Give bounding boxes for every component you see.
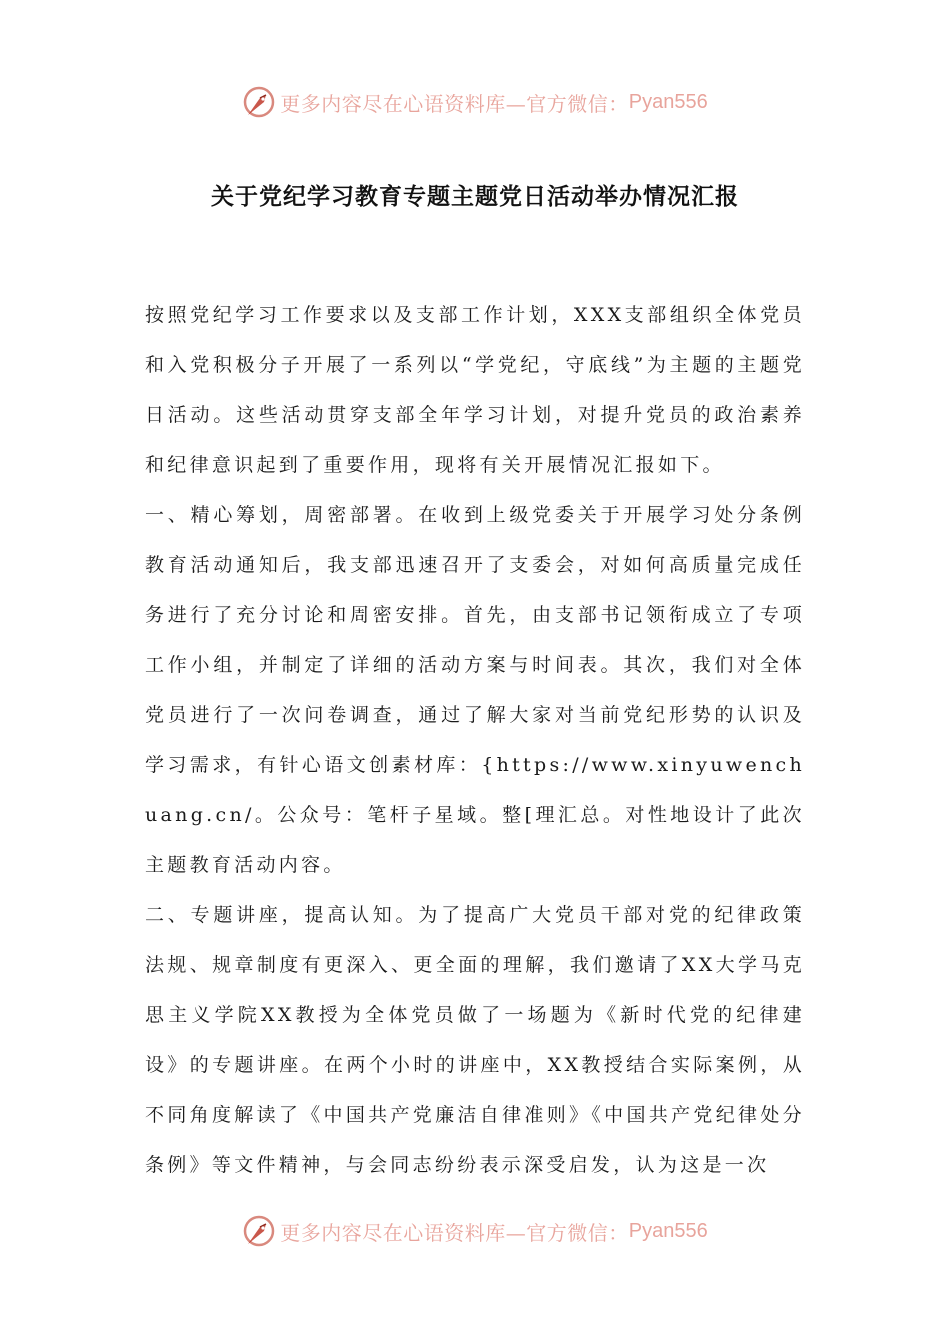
watermark-text: 更多内容尽在心语资料库—官方微信： — [280, 1220, 629, 1245]
paragraph-section-1: 一、精心筹划，周密部署。在收到上级党委关于开展学习处分条例教育活动通知后，我支部迅速召开了支委会，对如何高质量完成任务进行了充分讨论和周密安排。首先，由支部书记领衔成立了专项工作小组，并制定了详细的活动方案与时间表。其次，我们对全体党员进行了一次问卷调查，通过了解大家对当前党纪形势的认识及学习需求，有针心语文创素材库：{https://www.xinyuwenchuang.cn/。公众号：笔杆子星域。整[理汇总。对性地设计了此次主题教育活动内容。 — [145, 504, 805, 876]
watermark-banner-top — [0, 82, 950, 122]
watermark-wechat-id: Pyan556 — [628, 90, 708, 113]
pen-nib-logo-icon — [242, 1214, 276, 1248]
watermark-text: 更多内容尽在心语资料库—官方微信： — [280, 91, 629, 116]
paragraph-intro: 按照党纪学习工作要求以及支部工作计划，XXX支部组织全体党员和入党积极分子开展了一系列以“学党纪，守底线”为主题的主题党日活动。这些活动贯穿支部全年学习计划，对提升党员的政治素养和纪律意识起到了重要作用，现将有关开展情况汇报如下。 — [145, 304, 805, 476]
document-title: 关于党纪学习教育专题主题党日活动举办情况汇报 — [211, 184, 739, 210]
watermark-wechat-id: Pyan556 — [628, 1219, 708, 1242]
pen-nib-logo-icon — [242, 85, 276, 119]
watermark-banner-bottom — [0, 1211, 950, 1251]
paragraph-section-2: 二、专题讲座，提高认知。为了提高广大党员干部对党的纪律政策法规、规章制度有更深入、更全面的理解，我们邀请了XX大学马克思主义学院XX教授为全体党员做了一场题为《新时代党的纪律建设》的专题讲座。在两个小时的讲座中，XX教授结合实际案例，从不同角度解读了《中国共产党廉洁自律准则》《中国共产党纪律处分条例》等文件精神，与会同志纷纷表示深受启发，认为这是一次 — [145, 904, 805, 1176]
document-body — [145, 290, 805, 1190]
